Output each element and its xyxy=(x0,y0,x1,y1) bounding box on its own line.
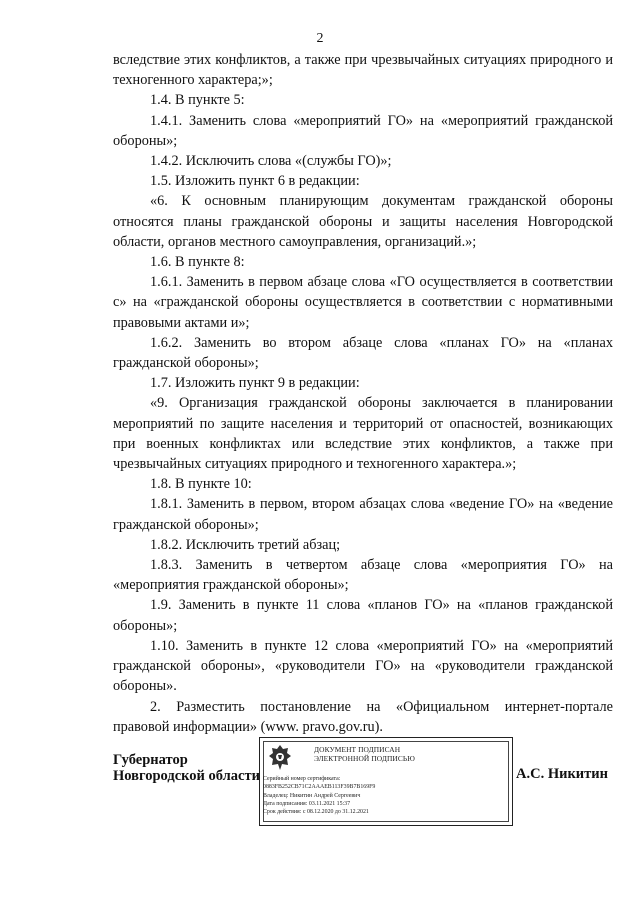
paragraph: 1.4. В пункте 5: xyxy=(150,92,245,109)
paragraph: 1.6. В пункте 8: xyxy=(150,254,245,271)
paragraph: 1.8.2. Исключить третий абзац; xyxy=(150,536,341,553)
coat-of-arms-icon xyxy=(265,743,295,773)
serial-value: 0883FB252CB71C2AAAEB113F39B7B169F9 xyxy=(263,784,376,791)
paragraph: 1.8.1. Заменить в первом, втором абзацах слова «ведение ГО» на «ведение гражданской обороны»; xyxy=(113,496,613,533)
stamp-heading-line: ДОКУМЕНТ ПОДПИСАН xyxy=(314,745,401,754)
owner: Владелец: Никитин Андрей Сергеевич xyxy=(263,792,361,799)
paragraph: вследствие этих конфликтов, а также при чрезвычайных ситуациях природного и техногенного характера;»; xyxy=(113,52,613,89)
signer-name: А.С. Никитин xyxy=(516,766,608,782)
paragraph: 1.7. Изложить пункт 9 в редакции: xyxy=(150,375,360,392)
stamp-details xyxy=(263,775,375,816)
serial-label: Серийный номер сертификата: xyxy=(263,776,341,782)
page-number: 2 xyxy=(316,31,324,46)
paragraph: 1.5. Изложить пункт 6 в редакции: xyxy=(150,173,360,190)
paragraph: 1.4.1. Заменить слова «мероприятий ГО» на «мероприятий гражданской обороны»; xyxy=(113,112,613,149)
signed-date: Дата подписания: 03.11.2021 15:37 xyxy=(263,800,351,807)
paragraph: 1.6.1. Заменить в первом абзаце слова «ГО осуществляется в соответствии с» на «гражданской обороны осуществляется в соответствии с нормативными правовыми актами и»; xyxy=(113,274,613,331)
electronic-signature-stamp xyxy=(259,737,513,826)
paragraph: 1.9. Заменить в пункте 11 слова «планов ГО» на «планов гражданской обороны»; xyxy=(113,597,613,634)
paragraph: «6. К основным планирующим документам гражданской обороны относятся планы гражданской обороны и защиты населения Новгородской области, органов местного самоуправления, организаций.»; xyxy=(113,193,613,250)
validity: Срок действия: с 08.12.2020 до 31.12.2021 xyxy=(263,809,369,816)
paragraph: 1.8.3. Заменить в четвертом абзаце слова «мероприятия ГО» на «мероприятия гражданской обороны»; xyxy=(113,557,613,594)
paragraph: 1.8. В пункте 10: xyxy=(150,476,252,493)
paragraph: «9. Организация гражданской обороны заключается в планировании мероприятий по защите населения и территорий от опасностей, возникающих при военных конфликтах или вследствие этих конфликтов, а также при чрезвычайных ситуациях природного и техногенного характера.»; xyxy=(113,395,613,473)
signer-title xyxy=(113,752,260,784)
stamp-heading xyxy=(314,745,415,763)
paragraph: 2. Разместить постановление на «Официальном интернет-портале правовой информации» (www. pravo.gov.ru). xyxy=(113,698,613,735)
signer-title-line: Губернатор xyxy=(113,752,188,768)
signer-title-line: Новгородской области xyxy=(113,768,260,784)
paragraph: 1.10. Заменить в пункте 12 слова «мероприятий ГО» на «мероприятий гражданской обороны», «руководители ГО» на «руководители гражданской обороны». xyxy=(113,637,613,695)
stamp-heading-line: ЭЛЕКТРОННОЙ ПОДПИСЬЮ xyxy=(314,754,415,763)
paragraph: 1.6.2. Заменить во втором абзаце слова «планах ГО» на «планах гражданской обороны»; xyxy=(113,334,613,372)
paragraph: 1.4.2. Исключить слова «(службы ГО)»; xyxy=(150,153,392,170)
document-body xyxy=(113,50,613,737)
